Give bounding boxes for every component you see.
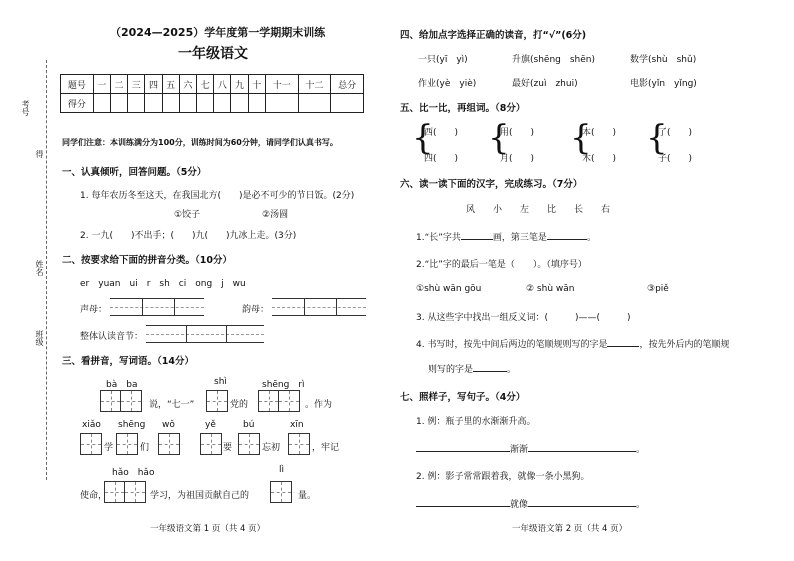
s3-pinyin-li: lì [279,465,285,475]
brace-icon: { [412,118,434,158]
score-input-cell[interactable] [162,94,179,113]
side-label-exam-number: 考号 [21,100,30,116]
s3-pinyin-shi: shì [214,377,227,387]
s6-q2: 2.“比”字的最后一笔是（ ）。（填序号） [416,260,587,270]
exam-title: （2024—2025）学年度第一学期期末训练 [110,26,326,39]
s5-pair1-top[interactable]: 西( ) [424,128,459,138]
section6-title: 六、读一读下面的汉字，完成练习。（7分） [400,179,583,190]
s5-pair4-top[interactable]: 了( ) [658,128,693,138]
s4-item-4[interactable]: 作业(yè yiè) [418,79,477,89]
binding-line [46,60,47,480]
s3-box-baba[interactable] [100,390,142,412]
s1-question2: 2. 一九( )不出手；( )九( )九冰上走。(3分) [80,231,297,241]
score-input-cell[interactable] [93,94,110,113]
answer-blank[interactable] [416,451,510,452]
s5-pair2-bottom[interactable]: 月( ) [500,154,535,164]
s4-item-2[interactable]: 升旗(shēng shēn) [512,55,596,65]
answer-blank[interactable] [528,451,636,452]
score-input-cell[interactable] [298,94,331,113]
s3-text-5: 们 [140,443,150,453]
s7-answer2: 就像 。 [416,497,645,510]
side-label-name: 姓名 [35,260,44,276]
s6-q4: 4. 书写时，按先中间后两边的笔顺规则写的字是 ，按先外后内的笔顺规 [416,340,730,350]
s6-q4-cont: 则写的字是 。 [428,365,517,375]
side-label-score: 得 [35,150,44,158]
s3-box-shi[interactable] [206,390,228,412]
brace-icon: { [488,118,510,158]
score-header-cell: 九 [231,75,248,94]
exam-subtitle: 一年级语文 [178,46,248,62]
footer-left: 一年级语文第 1 页（共 4 页） [150,524,266,534]
score-header-cell: 五 [162,75,179,94]
section7-title: 七、照样子，写句子。（4分） [400,392,526,403]
s3-box-li[interactable] [270,481,292,503]
s1-option2: ②汤圆 [262,210,289,220]
s5-pair1-bottom[interactable]: 四( ) [424,154,459,164]
answer-blank[interactable] [461,239,493,240]
s6-q1: 1.“长”字共 画，第三笔是 。 [416,233,596,243]
s6-characters: 风 小 左 比 长 右 [466,205,611,215]
s3-box-bu[interactable] [238,433,260,455]
score-header-cell: 题号 [61,75,94,94]
score-input-cell[interactable] [128,94,145,113]
answer-blank[interactable] [607,346,639,347]
s3-box-sheng[interactable] [116,433,138,455]
footer-right: 一年级语文第 2 页（共 4 页） [512,524,628,534]
shengmu-writing-lines[interactable] [110,298,204,316]
score-input-cell[interactable] [331,94,364,113]
score-input-cell[interactable] [197,94,214,113]
s3-text-3: 。作为 [305,400,333,410]
s1-question1: 1. 每年农历冬至这天，在我国北方( )是必不可少的节日饭。(2分) [80,191,355,201]
s3-text-1: 说，“七一” [149,400,195,410]
score-header-cell: 八 [214,75,231,94]
answer-blank[interactable] [547,239,587,240]
s2-yunmu-label: 韵母： [242,305,270,315]
s6-q3: 3. 从这些字中找出一组反义词：( )——( ) [416,313,631,323]
score-header-cell: 一 [93,75,110,94]
notice-text: 同学们注意：本训练满分为100分，训练时间为60分钟，请同学们认真书写。 [62,138,338,147]
s3-text-6: 要 [223,443,233,453]
s3-pinyin-bu: bú [243,420,255,430]
score-input-cell[interactable] [214,94,231,113]
section1-title: 一、认真倾听，回答问题。（5分） [62,167,207,178]
zhengti-writing-lines[interactable] [146,325,264,343]
score-header-cell: 十一 [265,75,298,94]
score-table [60,74,364,113]
s7-answer1: 渐渐 。 [416,442,645,455]
score-input-cell[interactable] [179,94,196,113]
s4-item-3[interactable]: 数学(shù shǔ) [630,55,697,65]
s3-pinyin-sheng: shēng [118,420,146,430]
s3-pinyin-wo: wǒ [162,420,175,430]
answer-blank[interactable] [416,506,510,507]
s3-pinyin-haohao: hǎo hǎo [112,468,155,478]
score-input-cell[interactable] [110,94,127,113]
score-header-cell: 三 [128,75,145,94]
s3-pinyin-xiao: xiǎo [82,420,101,430]
s2-zhengti-label: 整体认读音节： [80,332,144,342]
section3-title: 三、看拼音，写词语。（14分） [62,356,194,367]
s3-text-11: 量。 [298,491,317,501]
score-row-label: 得分 [61,94,94,113]
yunmu-writing-lines[interactable] [272,298,366,316]
s6-q2-option2[interactable]: ② shù wān [526,284,575,294]
s4-item-5[interactable]: 最好(zuì zhui) [512,79,578,89]
s3-box-ye[interactable] [200,433,222,455]
brace-icon: { [646,118,668,158]
s3-pinyin-xin: xīn [290,420,304,430]
s3-text-7: 忘初 [262,443,281,453]
score-input-cell[interactable] [145,94,162,113]
answer-blank[interactable] [528,506,636,507]
score-header-cell: 七 [197,75,214,94]
brace-icon: { [570,118,592,158]
s3-box-haohao[interactable] [104,481,146,503]
score-input-cell[interactable] [231,94,248,113]
s4-item-6[interactable]: 电影(yǐn yǐng) [630,79,697,89]
s5-pair3-top[interactable]: 本( ) [582,128,617,138]
s3-box-xiao[interactable] [80,433,102,455]
s3-pinyin-ye: yě [205,420,216,430]
s3-text-9: 使命， [80,491,108,501]
s3-text-8: ，牢记 [312,443,340,453]
s4-item-1[interactable]: 一只(yī yì) [418,55,468,65]
s3-text-4: 学 [104,443,114,453]
score-header-cell: 总分 [331,75,364,94]
score-header-cell: 二 [110,75,127,94]
section4-title: 四、给加点字选择正确的读音，打“√”(6分) [400,30,587,41]
s1-option1: ①饺子 [174,210,201,220]
s3-box-shengri[interactable] [258,390,300,412]
score-header-cell: 六 [179,75,196,94]
score-input-cell[interactable] [248,94,265,113]
s3-pinyin-shengri: shēng rì [262,380,305,390]
s3-text-2: 党的 [230,400,249,410]
s5-pair2-top[interactable]: 用( ) [500,128,535,138]
s5-pair3-bottom[interactable]: 木( ) [582,154,617,164]
s5-pair4-bottom[interactable]: 子( ) [658,154,693,164]
s3-text-10: 学习，为祖国贡献自己的 [150,491,250,501]
s7-example1: 1. 例：瓶子里的水渐渐升高。 [416,417,536,427]
s2-pinyin-items: er yuan ui r sh ci ong j wu [80,279,246,289]
s3-box-xin[interactable] [288,433,310,455]
score-header-cell: 十 [248,75,265,94]
score-header-cell: 四 [145,75,162,94]
score-input-cell[interactable] [265,94,298,113]
s6-q2-option3[interactable]: ③piě [647,284,669,294]
s7-example2: 2. 例：影子常常跟着我，就像一条小黑狗。 [416,472,590,482]
s2-shengmu-label: 声母： [80,305,108,315]
s6-q2-option1[interactable]: ①shù wān gōu [416,284,482,294]
score-header-cell: 十二 [298,75,331,94]
section5-title: 五、比一比，再组词。（8分） [400,103,526,114]
s3-box-wo[interactable] [158,433,180,455]
answer-blank[interactable] [473,371,507,372]
section2-title: 二、按要求给下面的拼音分类。（10分） [62,255,232,266]
s3-pinyin-baba: bà ba [106,380,138,390]
side-label-class: 班级 [35,330,44,346]
